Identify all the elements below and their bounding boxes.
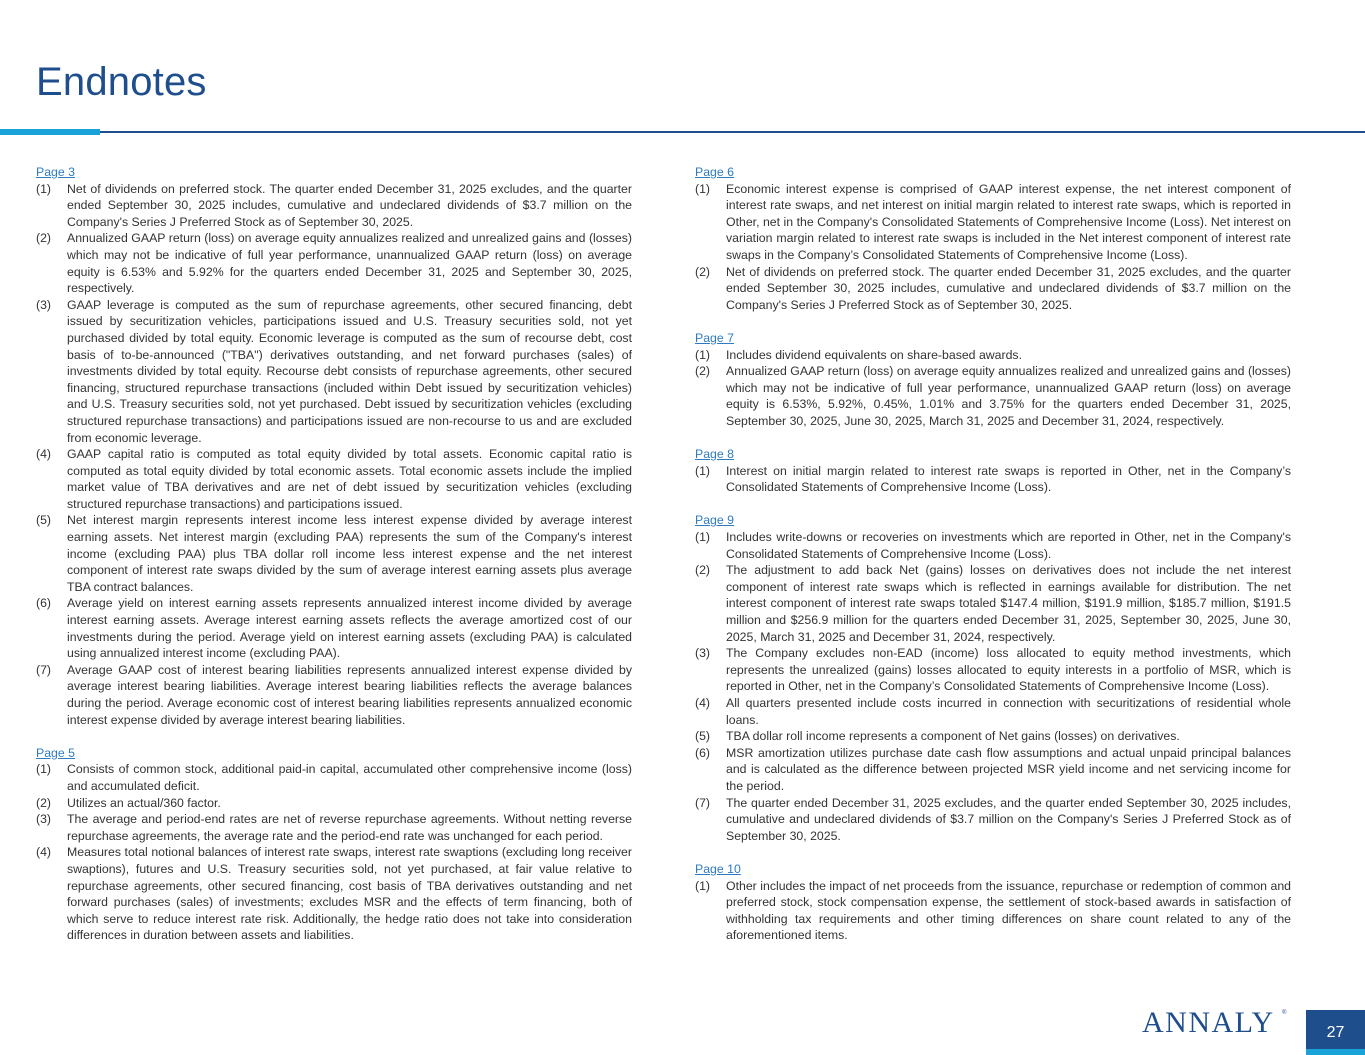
title-divider-accent xyxy=(0,129,100,135)
endnote-number: (7) xyxy=(36,662,52,677)
endnote-item xyxy=(695,463,1291,496)
endnote-text: Measures total notional balances of interest rate swaps, interest rate swaptions (excluding long receiver swaptions), futures and U.S. Treasury securities sold, not yet purchased, at fair value relative to repurchase agreements, other secured financing, cost basis of TBA derivatives outstanding and net forward purchases (sales) of investments; excludes MSR and the effects of term financing, both of which serve to reduce interest rate risk. Additionally, the hedge ratio does not take into consideration differences in duration between assets and liabilities. xyxy=(67,845,632,943)
page-number-accent xyxy=(1306,1049,1365,1055)
page-reference-link[interactable]: Page 10 xyxy=(695,861,741,876)
endnote-section xyxy=(695,164,1291,313)
endnote-text: Net of dividends on preferred stock. The quarter ended December 31, 2025 excludes, and the quarter ended September 30, 2025 includes, cumulative and undeclared dividends of $3.7 million on the Company's Series J Preferred Stock as of September 30, 2025. xyxy=(67,181,632,229)
endnotes-left-column xyxy=(36,164,632,961)
endnote-text: Utilizes an actual/360 factor. xyxy=(67,795,221,810)
endnote-number: (1) xyxy=(36,762,52,777)
endnote-text: The Company excludes non-EAD (income) loss allocated to equity method investments, which represents the unrealized (gains) losses allocated to equity interests in a portfolio of MSR, which is reported in Other, net in the Company’s Consolidated Statements of Comprehensive Income (Loss). xyxy=(726,646,1291,694)
endnote-text: The adjustment to add back Net (gains) losses on derivatives does not include the net interest component of interest rate swaps which is reflected in earnings available for distribution. The net interest component of interest rate swaps totaled $147.4 million, $191.9 million, $185.7 million, $191.5 million and $256.9 million for the quarters ended December 31, 2025, September 30, 2025, June 30, 2025, March 31, 2025 and December 31, 2024, respectively. xyxy=(726,563,1291,644)
endnote-text: Annualized GAAP return (loss) on average equity annualizes realized and unrealized gains and (losses) which may not be indicative of full year performance, unannualized GAAP return (loss) on average equity is 6.53% and 5.92% for the quarters ended December 31, 2025 and September 30, 2025, respectively. xyxy=(67,231,632,296)
endnote-number: (7) xyxy=(695,795,711,810)
endnote-number: (4) xyxy=(695,696,711,710)
endnote-text: Net of dividends on preferred stock. The quarter ended December 31, 2025 excludes, and the quarter ended September 30, 2025 includes, cumulative and undeclared dividends of $3.7 million on the Company's Series J Preferred Stock as of September 30, 2025. xyxy=(726,264,1291,312)
endnote-item xyxy=(695,363,1291,429)
endnote-number: (3) xyxy=(695,646,711,661)
endnote-text: Average yield on interest earning assets represents annualized interest income divided by average interest earning assets. Average interest earning assets reflects the average amortized cost of our investments during the period. Average yield on interest earning assets (excluding PAA) is calculated using annualized interest income (excluding PAA). xyxy=(67,596,632,661)
page-reference-link[interactable]: Page 8 xyxy=(695,447,734,462)
page-reference-link[interactable]: Page 3 xyxy=(36,165,75,179)
title-divider xyxy=(0,131,1365,133)
endnote-number: (2) xyxy=(36,795,52,810)
endnotes-right-column xyxy=(695,164,1291,961)
endnote-item xyxy=(695,264,1291,314)
endnote-text: Interest on initial margin related to interest rate swaps is reported in Other, net in the Company’s Consolidated Statements of Comprehensive Income (Loss). xyxy=(726,463,1291,495)
endnote-number: (5) xyxy=(695,729,711,744)
endnote-item xyxy=(36,446,632,512)
endnote-item xyxy=(36,795,632,812)
endnote-text: The quarter ended December 31, 2025 excludes, and the quarter ended September 30, 2025 includes, cumulative and undeclared dividends of $3.7 million on the Company's Series J Preferred Stock as of September 30, 2025. xyxy=(726,795,1291,843)
endnote-item xyxy=(695,728,1291,745)
registered-mark: ® xyxy=(1282,1010,1287,1016)
endnote-item xyxy=(695,695,1291,728)
endnote-number: (5) xyxy=(36,513,52,528)
endnote-number: (4) xyxy=(36,845,52,860)
endnote-number: (1) xyxy=(36,181,52,196)
endnote-number: (2) xyxy=(695,264,711,279)
endnote-number: (1) xyxy=(695,181,711,196)
endnote-number: (1) xyxy=(695,530,711,545)
endnote-number: (3) xyxy=(36,297,52,312)
endnote-item xyxy=(36,595,632,661)
endnote-text: Annualized GAAP return (loss) on average equity annualizes realized and unrealized gains and (losses) which may not be indicative of full year performance, unannualized GAAP return (loss) on average equity is 6.53%, 5.92%, 0.45%, 1.01% and 3.75% for the quarters ended December 31, 2025, September 30, 2025, June 30, 2025, March 31, 2025 and December 31, 2024, respectively. xyxy=(726,364,1291,428)
endnote-item xyxy=(695,347,1291,364)
endnote-number: (6) xyxy=(695,745,711,760)
endnote-number: (1) xyxy=(695,878,711,893)
endnote-text: Consists of common stock, additional paid-in capital, accumulated other comprehensive income (loss) and accumulated deficit. xyxy=(67,762,632,793)
endnote-number: (1) xyxy=(695,463,711,478)
endnote-text: The average and period-end rates are net of reverse repurchase agreements. Without netting reverse repurchase agreements, the average rate and the period-end rate was unchanged for each period. xyxy=(67,812,632,843)
endnote-text: Includes write-downs or recoveries on investments which are reported in Other, net in the Company's Consolidated Statements of Comprehensive Income (Loss). xyxy=(726,530,1291,561)
endnote-item xyxy=(695,795,1291,845)
endnote-item xyxy=(36,662,632,728)
page-reference-link[interactable]: Page 9 xyxy=(695,513,734,528)
endnote-item xyxy=(36,297,632,446)
endnote-text: GAAP leverage is computed as the sum of repurchase agreements, other secured financing, debt issued by securitization vehicles, participations issued and U.S. Treasury securities sold, not yet purchased divided by total equity. Economic leverage is computed as the sum of recourse debt, cost basis of to-be-announced ("TBA") derivatives outstanding, and net forward purchases (sales) of investments divided by total equity. Recourse debt consists of repurchase agreements, other secured financing, structured repurchase transactions (included within Debt issued by securitization vehicles) and U.S. Treasury securities sold, not yet purchased. Debt issued by securitization vehicles (excluding structured repurchase transactions) and participations issued are non-recourse to us and are excluded from economic leverage. xyxy=(67,297,632,445)
endnote-item xyxy=(695,645,1291,695)
page-number: 27 xyxy=(1306,1010,1365,1055)
endnote-section xyxy=(36,745,632,944)
endnote-text: All quarters presented include costs incurred in connection with securitizations of residential whole loans. xyxy=(726,696,1291,727)
endnote-number: (3) xyxy=(36,812,52,827)
endnote-text: TBA dollar roll income represents a component of Net gains (losses) on derivatives. xyxy=(726,729,1180,744)
endnote-number: (4) xyxy=(36,447,52,462)
endnote-item xyxy=(36,844,632,944)
endnote-item xyxy=(695,745,1291,795)
endnote-item xyxy=(36,181,632,231)
endnote-section xyxy=(695,446,1291,496)
endnote-item xyxy=(36,811,632,844)
endnote-section xyxy=(695,861,1291,944)
endnote-number: (2) xyxy=(695,563,711,578)
endnote-item xyxy=(36,761,632,794)
annaly-logo: ANNALY xyxy=(1142,1006,1275,1039)
page-reference-link[interactable]: Page 7 xyxy=(695,330,734,345)
endnote-section xyxy=(36,164,632,728)
endnote-section xyxy=(695,512,1291,844)
endnote-item xyxy=(36,230,632,296)
endnote-item xyxy=(695,878,1291,944)
endnote-text: Other includes the impact of net proceeds from the issuance, repurchase or redemption of common and preferred stock, stock compensation expense, the settlement of stock-based awards in satisfaction of withholding tax requirements and other timing differences on share count related to any of the aforementioned items. xyxy=(726,878,1291,943)
page-reference-link[interactable]: Page 5 xyxy=(36,745,75,760)
endnote-text: Net interest margin represents interest income less interest expense divided by average interest earning assets. Net interest margin (excluding PAA) represents the sum of the Company's interest income (excluding PAA) plus TBA dollar roll income less interest expense and the net interest component of interest rate swaps divided by the sum of average interest earning assets plus average TBA contract balances. xyxy=(67,513,632,594)
endnote-text: MSR amortization utilizes purchase date cash flow assumptions and actual unpaid principal balances and is calculated as the difference between projected MSR yield income and net servicing income for the period. xyxy=(726,745,1291,793)
endnote-number: (1) xyxy=(695,347,711,362)
endnote-section xyxy=(695,330,1291,430)
page-reference-link[interactable]: Page 6 xyxy=(695,165,734,179)
endnote-text: GAAP capital ratio is computed as total equity divided by total assets. Economic capital ratio is computed as total equity divided by total economic assets. Total economic assets include the implied market value of TBA derivatives and are net of debt issued by securitization vehicles (excluding structured repurchase transactions) and participations issued. xyxy=(67,447,632,511)
endnote-text: Economic interest expense is comprised of GAAP interest expense, the net interest component of interest rate swaps, and net interest on initial margin related to interest rate swaps, which is reported in Other, net in the Company's Consolidated Statements of Comprehensive Income (Loss). Net interest on variation margin related to interest rate swaps is included in the Net interest component of interest rate swaps in the Company’s Consolidated Statements of Comprehensive Income (Loss). xyxy=(726,181,1291,262)
endnote-number: (6) xyxy=(36,596,52,611)
endnote-item xyxy=(695,562,1291,645)
page-title: Endnotes xyxy=(36,60,207,104)
endnote-item xyxy=(695,529,1291,562)
endnote-text: Includes dividend equivalents on share-based awards. xyxy=(726,347,1022,362)
endnote-text: Average GAAP cost of interest bearing liabilities represents annualized interest expense divided by average interest bearing liabilities. Average interest bearing liabilities reflects the average balances during the period. Average economic cost of interest bearing liabilities represents annualized economic interest expense divided by average interest bearing liabilities. xyxy=(67,662,632,727)
endnote-item xyxy=(695,181,1291,264)
endnote-number: (2) xyxy=(36,231,52,246)
endnote-number: (2) xyxy=(695,364,711,379)
endnote-item xyxy=(36,512,632,595)
